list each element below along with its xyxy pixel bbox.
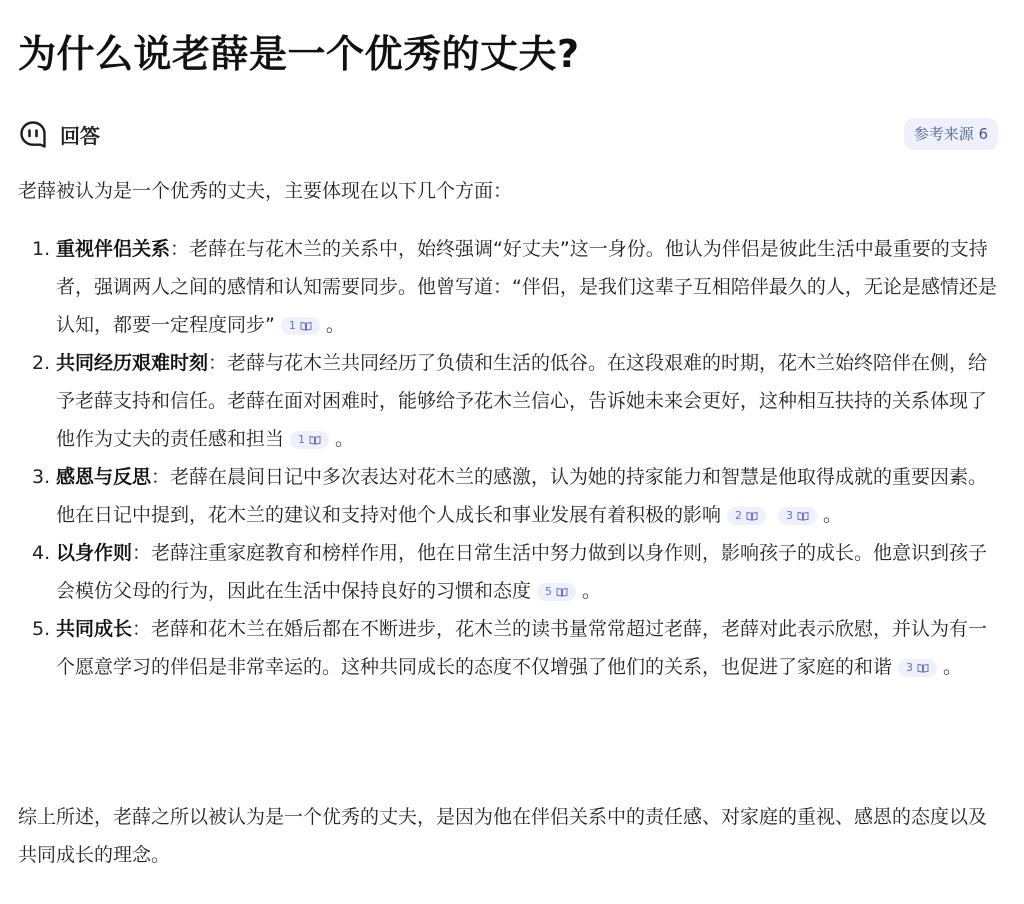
item-end: 。	[823, 504, 843, 526]
item-text: ：老薛在与花木兰的关系中，始终强调“好丈夫”这一身份。他认为伴侣是彼此生活中最重要的支持者，强调两人之间的感情和认知需要同步。他曾写道：“伴侣，是我们这辈子互相陪伴最久的人，无论是感情还是认知，都要一定程度同步”	[56, 238, 997, 336]
list-item	[18, 230, 998, 344]
item-term: 重视伴侣关系	[56, 238, 171, 260]
points-list	[18, 230, 998, 686]
citation-chip[interactable]	[537, 583, 576, 601]
list-number: 5.	[32, 618, 51, 640]
citation-number: 3	[786, 508, 794, 522]
citation-chip[interactable]	[898, 659, 937, 677]
item-text: ：老薛与花木兰共同经历了负债和生活的低谷。在这段艰难的时期，花木兰始终陪伴在侧，给予老薛支持和信任。老薛在面对困难时，能够给予花木兰信心，告诉她未来会更好，这种相互扶持的关系体现了他作为丈夫的责任感和担当	[56, 352, 988, 450]
item-text: ：老薛在晨间日记中多次表达对花木兰的感激，认为她的持家能力和智慧是他取得成就的重要因素。他在日记中提到，花木兰的建议和支持对他个人成长和事业发展有着积极的影响	[56, 466, 988, 526]
item-term: 感恩与反思	[56, 466, 152, 488]
intro-text: 老薛被认为是一个优秀的丈夫，主要体现在以下几个方面：	[18, 180, 513, 202]
list-number: 4.	[32, 542, 51, 564]
book-icon	[746, 511, 758, 521]
item-text: ：老薛和花木兰在婚后都在不断进步，花木兰的读书量常常超过老薛，老薛对此表示欣慰，并认为有一个愿意学习的伴侣是非常幸运的。这种共同成长的态度不仅增强了他们的关系，也促进了家庭的和谐	[56, 618, 988, 678]
chat-bubble-icon	[18, 119, 48, 149]
item-term: 共同经历艰难时刻	[56, 352, 209, 374]
list-item	[18, 458, 998, 534]
answer-label-group	[18, 119, 100, 149]
book-icon	[797, 511, 809, 521]
item-end: 。	[335, 428, 355, 450]
book-icon	[300, 321, 312, 331]
summary-text: 综上所述，老薛之所以被认为是一个优秀的丈夫，是因为他在伴侣关系中的责任感、对家庭的重视、感恩的态度以及共同成长的理念。	[18, 806, 988, 866]
item-text: ：老薛注重家庭教育和榜样作用，他在日常生活中努力做到以身作则，影响孩子的成长。他意识到孩子会模仿父母的行为，因此在生活中保持良好的习惯和态度	[56, 542, 988, 602]
citation-chip[interactable]	[778, 507, 817, 525]
citation-chip[interactable]	[281, 317, 320, 335]
citation-chip[interactable]	[290, 431, 329, 449]
page-title: 为什么说老薛是一个优秀的丈夫?	[18, 32, 580, 76]
item-term: 共同成长	[56, 618, 133, 640]
list-item	[18, 344, 998, 458]
item-term: 以身作则	[56, 542, 133, 564]
answer-header	[18, 114, 998, 154]
list-item	[18, 610, 998, 686]
citation-number: 5	[545, 584, 553, 598]
item-end: 。	[943, 656, 963, 678]
list-item	[18, 534, 998, 610]
citation-number: 1	[298, 432, 306, 446]
book-icon	[309, 435, 321, 445]
list-number: 2.	[32, 352, 51, 374]
list-number: 3.	[32, 466, 51, 488]
citation-number: 3	[906, 660, 914, 674]
answer-label: 回答	[60, 123, 100, 148]
item-end: 。	[325, 314, 345, 336]
sources-button[interactable]: 参考来源 6	[904, 118, 998, 150]
item-end: 。	[582, 580, 602, 602]
list-number: 1.	[32, 238, 51, 260]
book-icon	[556, 587, 568, 597]
book-icon	[917, 663, 929, 673]
citation-number: 2	[735, 508, 743, 522]
citation-chip[interactable]	[727, 507, 766, 525]
citation-number: 1	[288, 318, 296, 332]
